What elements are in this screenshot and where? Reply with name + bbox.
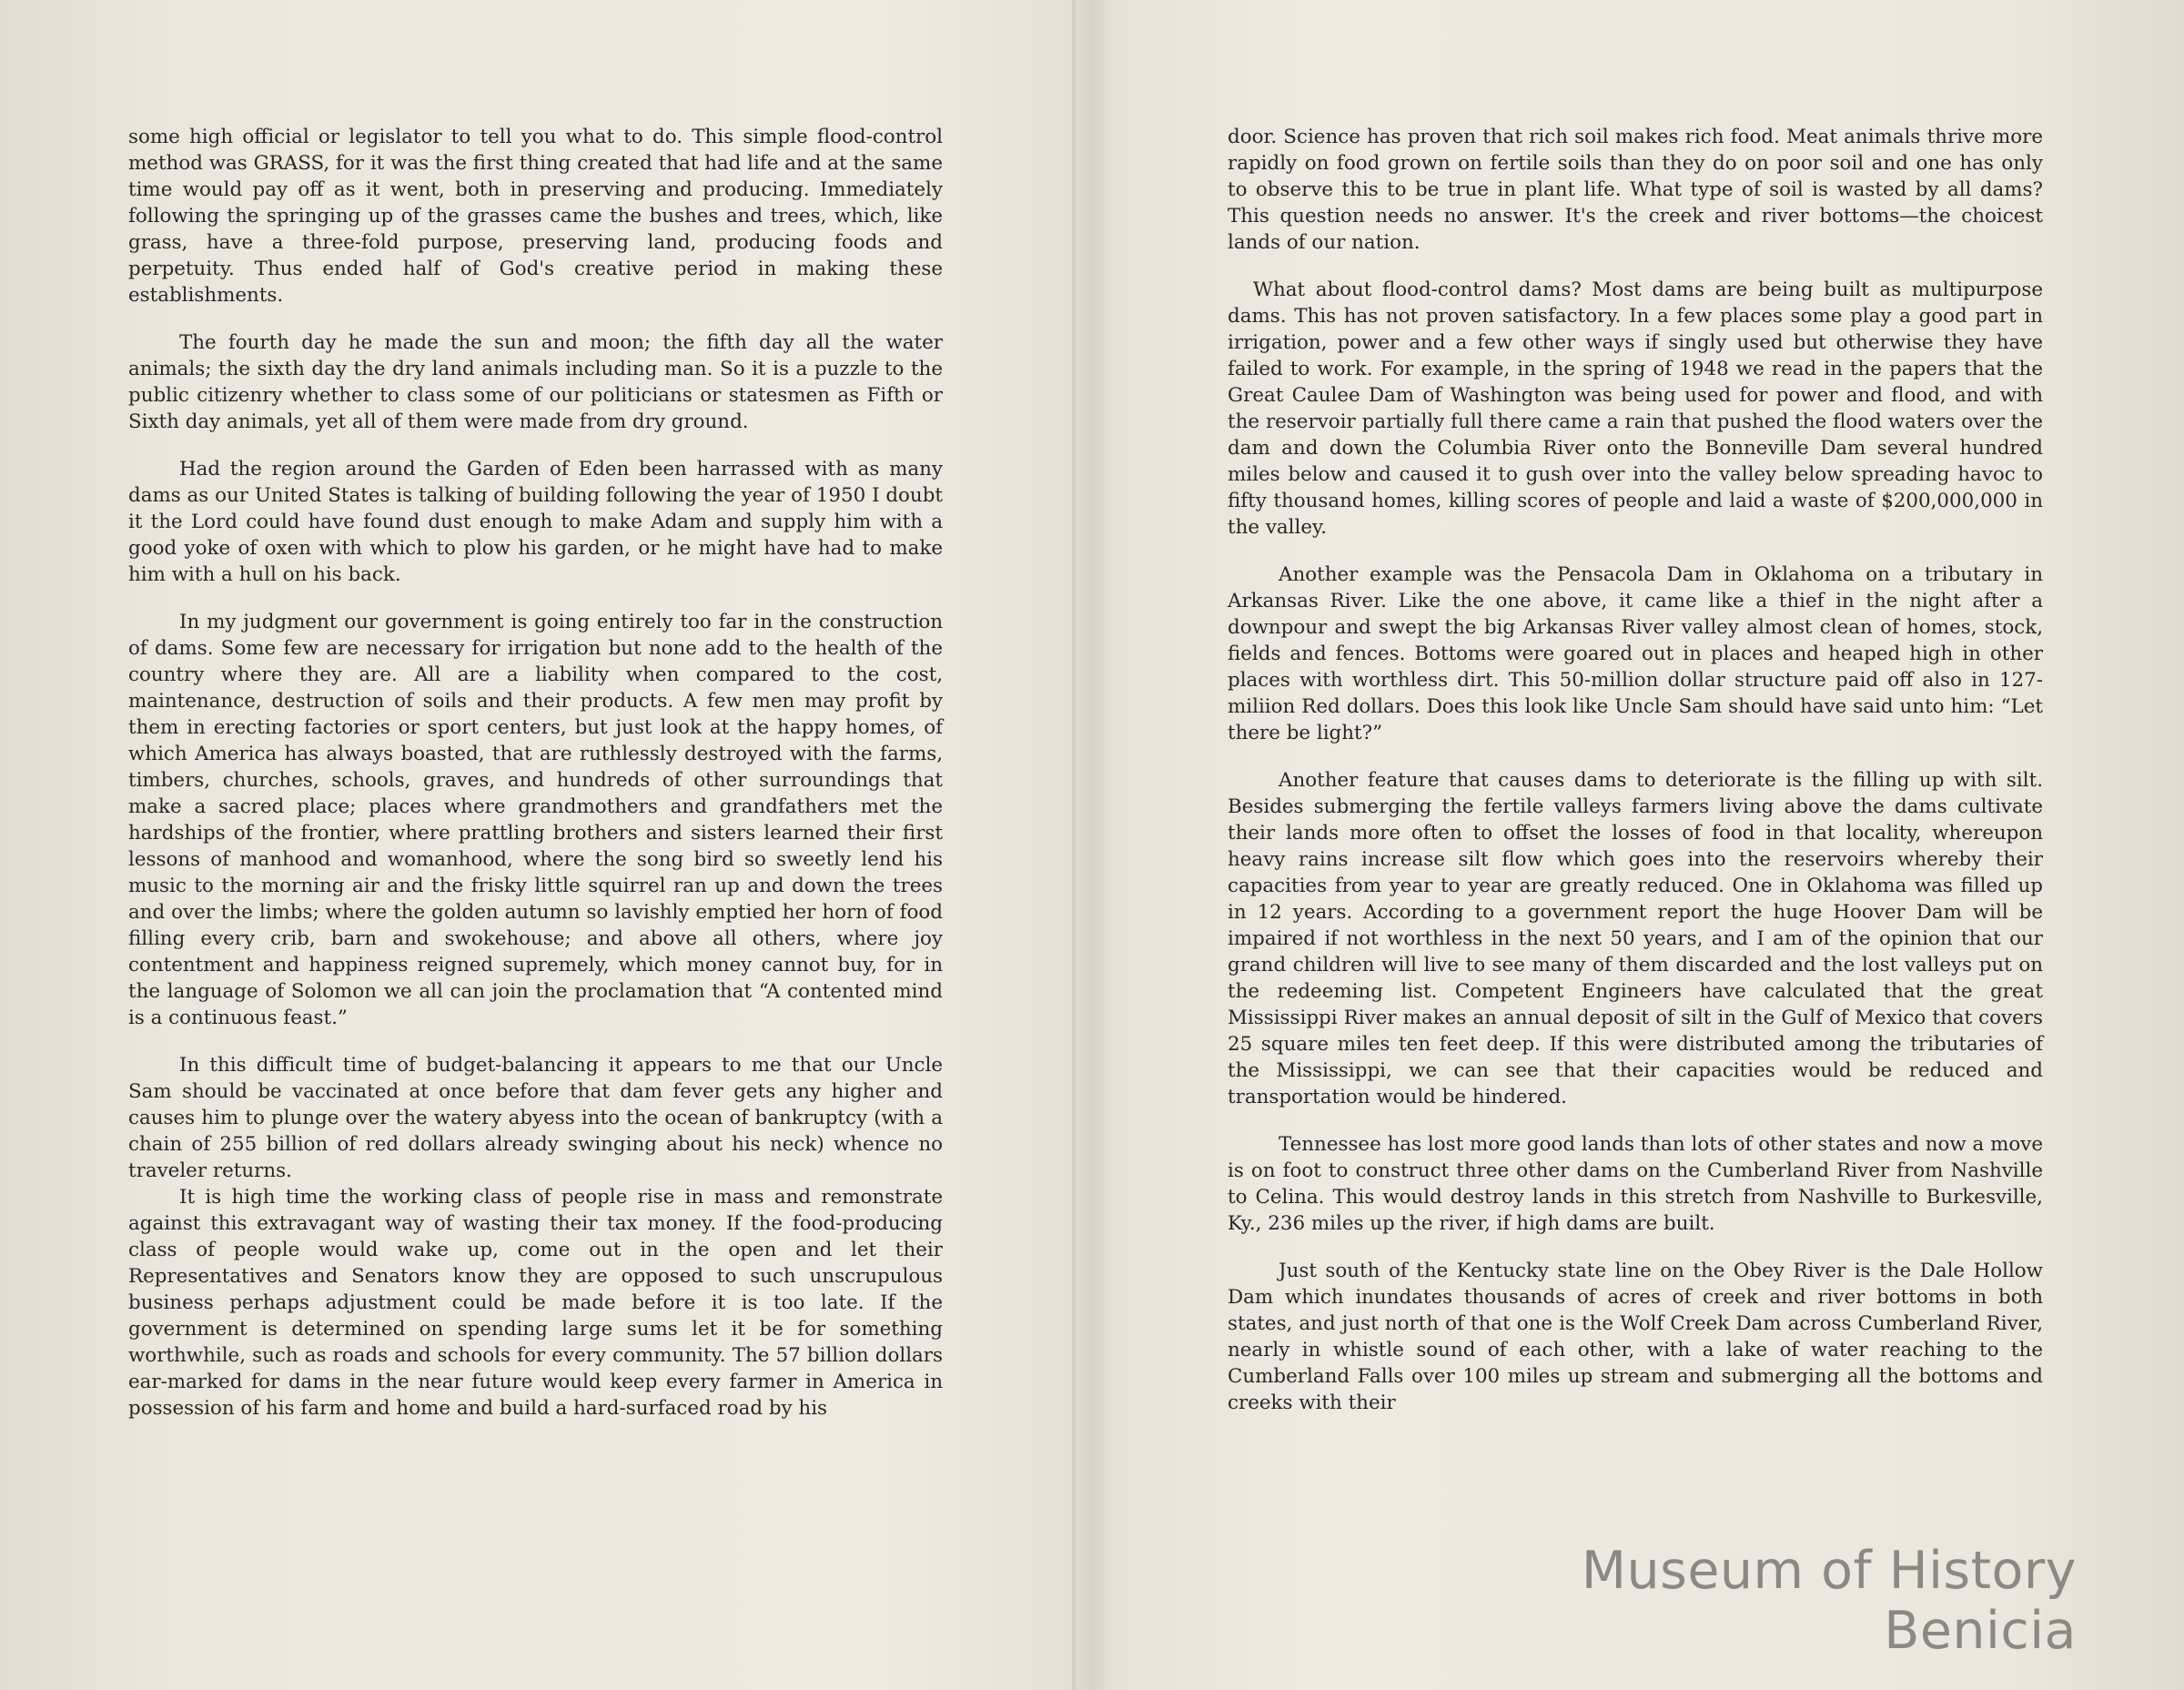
right-paragraph-6: Just south of the Kentucky state line on the Obey River is the Dale Hollow Dam which inundates thousands of acres of creek and river bottoms in both states, and just north of that one is the Wolf Creek Dam across Cumberland River, nearly in whistle sound of each other, with a lake of water reaching to the Cumberland Falls over 100 miles up stream and submerging all the bottoms and creeks with their (1228, 1260, 2043, 1414)
right-paragraph-3: Another example was the Pensacola Dam in Oklahoma on a tributary in Arkansas River. Like the one above, it came like a thief in the night after a downpour and swept the big Arkansas River valley almost clean of homes, stock, fields and fences. Bottoms were goared out in places and heaped high in other places with worthless dirt. This 50-million dollar structure paid off also in 127-miliion Red dollars. Does this look like Uncle Sam should have said unto him: “Let there be light?” (1228, 563, 2043, 744)
right-paragraph-2: What about flood-control dams? Most dams are being built as multipurpose dams. This has not proven satisfactory. In a few places some play a good part in irrigation, power and a few other ways if singly used but otherwise they have failed to work. For example, in the spring of 1948 we read in the papers that the Great Caulee Dam of Washington was being used for power and flood, and with the reservoir partially full there came a rain that pushed the flood waters over the dam and down the Columbia River onto the Bonneville Dam several hundred miles below and caused it to gush over into the valley below spreading havoc to fifty thousand homes, killing scores of people and laid a waste of $200,000,000 in the valley. (1228, 278, 2043, 539)
right-paragraph-1: door. Science has proven that rich soil makes rich food. Meat animals thrive more rapidly on food grown on fertile soils than they do on poor soil and one has only to observe this to be true in plant life. What type of soil is wasted by all dams? This question needs no answer. It's the creek and river bottoms—the choicest lands of our nation. (1228, 126, 2043, 254)
right-page-text (1228, 124, 2043, 1437)
right-paragraph-4: Another feature that causes dams to deteriorate is the filling up with silt. Besides submerging the fertile valleys farmers living above the dams cultivate their lands more often to offset the losses of food in that locality, whereupon heavy rains increase silt flow which goes into the reservoirs whereby their capacities from year to year are greatly reduced. One in Oklahoma was filled up in 12 years. According to a government report the huge Hoover Dam will be impaired if not worthless in the next 50 years, and I am of the opinion that our grand children will live to see many of them discarded and the lost valleys put on the redeeming list. Competent Engineers have calculated that the great Mississippi River makes an annual deposit of silt in the Gulf of Mexico that covers 25 square miles ten feet deep. If this were distributed among the tributaries of the Mississippi, we can see that their capacities would be reduced and transportation would be hindered. (1228, 769, 2043, 1108)
left-paragraph-2: The fourth day he made the sun and moon; the fifth day all the water animals; the sixth day the dry land animals including man. So it is a puzzle to the public citizenry whether to class some of our politicians or statesmen as Fifth or Sixth day animals, yet all of them were made from dry ground. (128, 331, 943, 433)
museum-watermark: Museum of History Benicia (1581, 1541, 2077, 1661)
left-paragraph-1: some high official or legislator to tell you what to do. This simple flood-control method was GRASS, for it was the first thing created that had life and at the same time would pay off as it went, both in preserving and producing. Immediately following the springing up of the grasses came the bushes and trees, which, like grass, have a three-fold purpose, preserving land, producing foods and perpetuity. Thus ended half of God's creative period in making these establishments. (128, 126, 943, 307)
left-page-text (128, 124, 943, 1442)
left-paragraph-5: In this difficult time of budget-balancing it appears to me that our Uncle Sam should be vaccinated at once before that dam fever gets any higher and causes him to plunge over the watery abyess into the ocean of bankruptcy (with a chain of 255 billion of red dollars already swinging about his neck) whence no traveler returns. (128, 1054, 943, 1182)
page-fold (1072, 0, 1076, 1690)
left-paragraph-4: In my judgment our government is going entirely too far in the construction of dams. Some few are necessary for irrigation but none add to the health of the country where they are. All are a liability when compared to the cost, maintenance, destruction of soils and their products. A few men may profit by them in erecting factories or sport centers, but just look at the happy homes, of which America has always boasted, that are ruthlessly destroyed with the farms, timbers, churches, schools, graves, and hundreds of other surroundings that make a sacred place; places where grandmothers and grandfathers met the hardships of the frontier, where prattling brothers and sisters learned their first lessons of manhood and womanhood, where the song bird so sweetly lend his music to the morning air and the frisky little squirrel ran up and down the trees and over the limbs; where the golden autumn so lavishly emptied her horn of food filling every crib, barn and swokehouse; and above all others, where joy contentment and happiness reigned supremely, which money cannot buy, for in the language of Solomon we all can join the proclamation that “A contented mind is a continuous feast.” (128, 611, 943, 1029)
left-paragraph-6: It is high time the working class of people rise in mass and remonstrate against this extravagant way of wasting their tax money. If the food-producing class of people would wake up, come out in the open and let their Representatives and Senators know they are opposed to such unscrupulous business perhaps adjustment could be made before it is too late. If the government is determined on spending large sums let it be for something worthwhile, such as roads and schools for every community. The 57 billion dollars ear-marked for dams in the near future would keep every farmer in America in possession of his farm and home and build a hard-surfaced road by his (128, 1186, 943, 1420)
right-paragraph-5: Tennessee has lost more good lands than lots of other states and now a move is on foot to construct three other dams on the Cumberland River from Nashville to Celina. This would destroy lands in this stretch from Nashville to Burkesville, Ky., 236 miles up the river, if high dams are built. (1228, 1133, 2043, 1235)
left-paragraph-3: Had the region around the Garden of Eden been harrassed with as many dams as our United States is talking of building following the year of 1950 I doubt it the Lord could have found dust enough to make Adam and supply him with a good yoke of oxen with which to plow his garden, or he might have had to make him with a hull on his back. (128, 458, 943, 586)
